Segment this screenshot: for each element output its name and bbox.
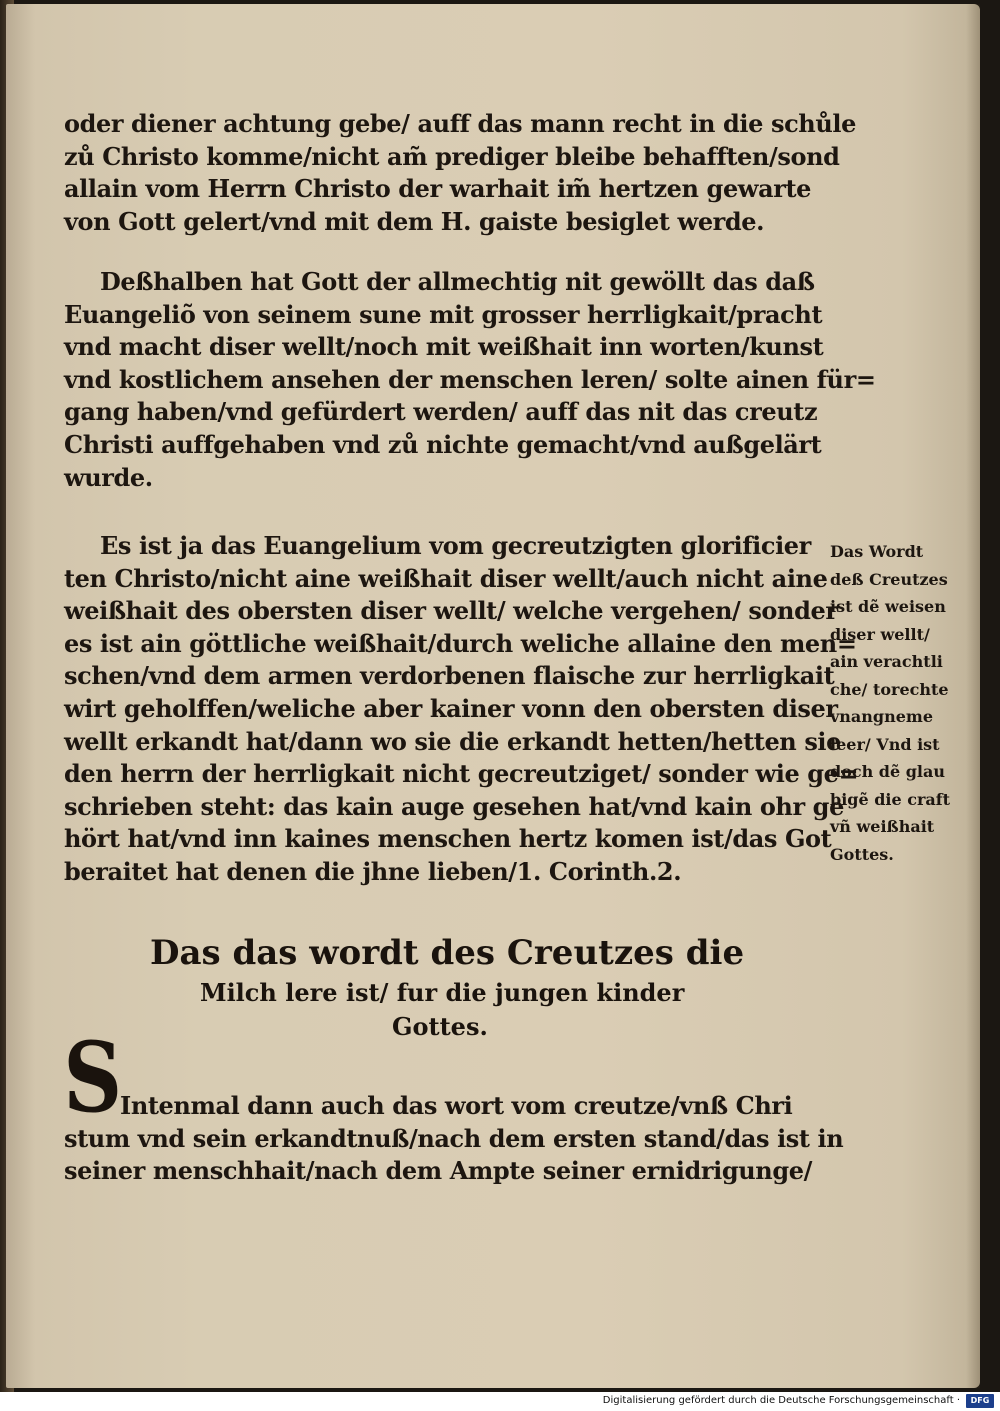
margin-note-line: leer/ Vnd ist: [830, 734, 940, 754]
margin-note-line: ain verachtli: [830, 652, 943, 671]
text-line: Deßhalben hat Gott der allmechtig nit gewöllt das daß: [100, 267, 815, 296]
text-line: den herrn der herrligkait nicht gecreutziget/ sonder wie ge=: [64, 759, 859, 789]
margin-note-line: Gottes.: [830, 844, 894, 864]
paragraph-2: [64, 266, 876, 494]
text-line: Euangeliõ von seinem sune mit grosser herrligkait/pracht: [64, 299, 823, 329]
heading-line-2: Milch lere ist/ fur die jungen kinder: [200, 978, 685, 1007]
margin-note-line: ist dẽ weisen: [830, 597, 946, 616]
margin-note-line: doch dẽ glau: [830, 762, 946, 781]
text-line: ten Christo/nicht aine weißhait diser wellt/auch nicht aine: [64, 563, 828, 593]
text-line: von Gott gelert/vnd mit dem H. gaiste besiglet werde.: [64, 206, 765, 236]
text-line: schrieben steht: das kain auge gesehen hat/vnd kain ohr ge: [64, 791, 844, 821]
drop-cap: S: [63, 1021, 123, 1134]
text-line: es ist ain göttliche weißhait/durch weliche allaine den men=: [64, 628, 857, 658]
margin-note-line: Das Wordt: [830, 542, 924, 561]
paragraph-4: [64, 1090, 844, 1188]
text-line: schen/vnd dem armen verdorbenen flaische zur herrligkait: [64, 661, 835, 691]
margin-note-line: vñ weißhait: [830, 817, 935, 836]
paragraph-3: [64, 530, 859, 889]
text-line: weißhait des obersten diser wellt/ welche vergehen/ sonder: [64, 596, 838, 626]
text-line: stum vnd sein erkandtnuß/nach dem ersten stand/das ist in: [64, 1123, 844, 1153]
heading-line-3: Gottes.: [392, 1012, 488, 1041]
margin-note-line: diser wellt/: [830, 624, 930, 644]
text-line: zů Christo komme/nicht am̃ prediger bleibe behafften/sond: [64, 141, 840, 171]
heading-line-1: Das das wordt des Creutzes die: [150, 933, 745, 973]
margin-note-line: bigẽ die craft: [830, 789, 951, 809]
margin-note-line: che/ torechte: [830, 679, 949, 699]
text-line: seiner menschhait/nach dem Ampte seiner ernidrigunge/: [64, 1156, 812, 1186]
text-line: wurde.: [64, 462, 153, 492]
dfg-logo: DFG: [966, 1394, 994, 1408]
text-line: hört hat/vnd inn kaines menschen hertz komen ist/das Got: [64, 824, 832, 854]
text-line: beraitet hat denen die jhne lieben/1. Corinth.2.: [64, 856, 682, 886]
text-line: gang haben/vnd gefürdert werden/ auff das nit das creutz: [64, 397, 818, 427]
text-line: Es ist ja das Euangelium vom gecreutzigten glorificier: [100, 531, 811, 560]
text-line: Intenmal dann auch das wort vom creutze/vnß Chri: [120, 1091, 793, 1120]
footer-credit: Digitalisierung gefördert durch die Deutsche Forschungsgemeinschaft ·: [602, 1395, 960, 1406]
text-line: allain vom Herrn Christo der warhait im̃ hertzen gewarte: [64, 174, 812, 204]
text-line: oder diener achtung gebe/ auff das mann recht in die schůle: [64, 109, 856, 138]
section-heading: [150, 930, 790, 1044]
text-line: wellt erkandt hat/dann wo sie die erkandt hetten/hetten sie: [64, 726, 842, 756]
footer-bar: [0, 1392, 1000, 1411]
margin-note-line: deß Creutzes: [830, 569, 948, 589]
paragraph-1: [64, 108, 856, 238]
text-line: Christi auffgehaben vnd zů nichte gemacht/vnd außgelärt: [64, 429, 822, 459]
margin-note: [830, 538, 968, 868]
margin-note-line: vnangneme: [830, 707, 934, 726]
text-line: vnd kostlichem ansehen der menschen leren/ solte ainen für=: [64, 364, 876, 394]
text-line: vnd macht diser wellt/noch mit weißhait inn worten/kunst: [64, 332, 824, 362]
text-line: wirt geholffen/weliche aber kainer vonn den obersten diser: [64, 693, 838, 723]
